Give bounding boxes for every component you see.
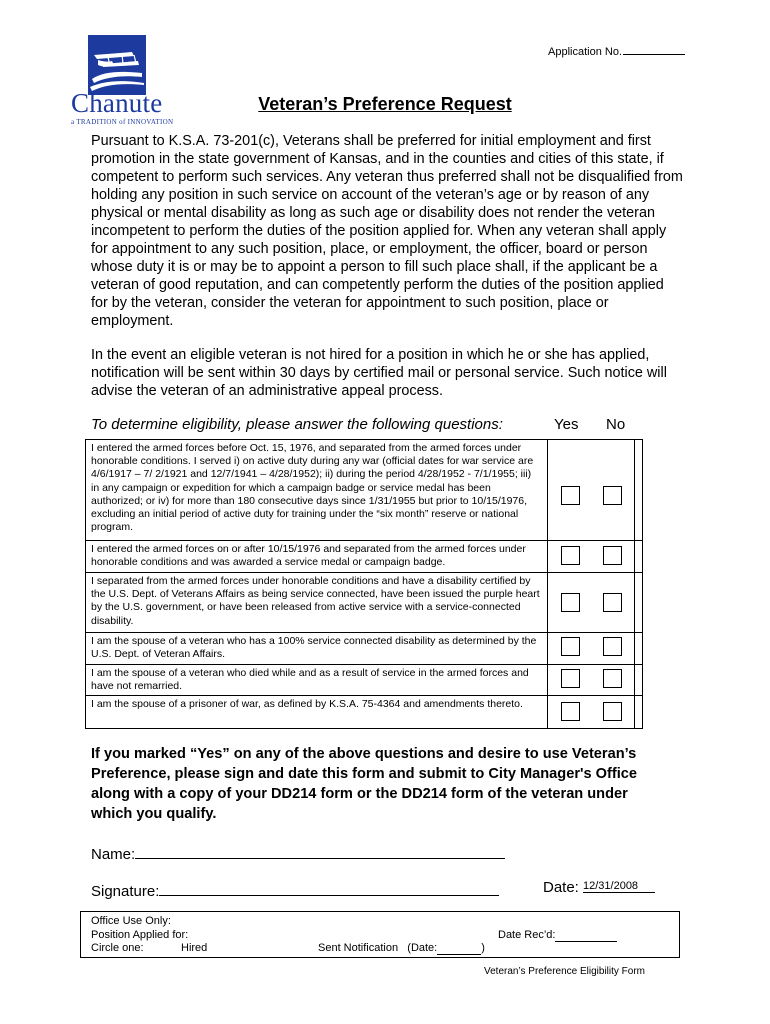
question-text: I entered the armed forces before Oct. 15, 1976, and separated from the armed forces under honorable conditions. I served i) on active duty during any war (official dates for war service are 4/6/1917 – 7/ 2/1921 and 12/7/1941 – 4/28/1952); ii) during the period 4/28/1952 - 7/1/1955; iii) in any campaign or expedition for which a campaign badge or service medal has been authorized; or iv) for more than 180 consecutive days since 1/31/1955 but prior to 10/15/1976, excluding an initial period of active duty for training under the “six month” reserve or national program. (86, 440, 548, 540)
logo-wordmark: Chanute (71, 88, 163, 118)
application-number (548, 46, 685, 58)
question-row (86, 633, 642, 665)
date-field[interactable]: 12/31/2008 (583, 880, 655, 893)
office-use-box (80, 911, 680, 958)
no-checkbox[interactable] (603, 702, 622, 721)
yes-checkbox[interactable] (561, 546, 580, 565)
question-text: I am the spouse of a veteran who has a 100% service connected disability as determined by the U.S. Dept. of Veteran Affairs. (86, 633, 548, 664)
no-column-header: No (606, 416, 626, 433)
hired-option[interactable]: Hired (181, 942, 208, 954)
eligibility-table (85, 439, 643, 729)
question-text: I separated from the armed forces under honorable conditions and have a disability certified by the U.S. Dept. of Veterans Affairs as being service connected, have been issued the purple heart by the U.S. government, or have been released from active service with a service-connected disability. (86, 573, 548, 632)
question-text: I entered the armed forces on or after 10/15/1976 and separated from the armed forces under honorable conditions and was awarded a service medal or campaign badge. (86, 541, 548, 572)
date-label: Date: (543, 879, 579, 896)
page-title: Veteran’s Preference Request (258, 94, 512, 114)
signature-row (91, 879, 499, 900)
question-text: I am the spouse of a prisoner of war, as defined by K.S.A. 75-4364 and amendments thereto. (86, 696, 548, 728)
question-row (86, 440, 642, 541)
questions-intro: To determine eligibility, please answer the following questions: (91, 416, 503, 433)
question-text: I am the spouse of a veteran who died while and as a result of service in the armed forces and have not remarried. (86, 665, 548, 695)
question-row (86, 696, 642, 729)
signature-label: Signature: (91, 883, 160, 900)
question-row (86, 573, 642, 633)
sent-date-field[interactable] (437, 942, 481, 955)
no-checkbox[interactable] (603, 669, 622, 688)
application-number-field[interactable] (623, 54, 685, 55)
yes-checkbox[interactable] (561, 486, 580, 505)
position-applied-label: Position Applied for: (91, 929, 189, 941)
date-received-field[interactable] (555, 929, 617, 942)
no-checkbox[interactable] (603, 546, 622, 565)
logo-tagline: a TRADITION of INNOVATION (71, 118, 174, 126)
yes-column-header: Yes (554, 416, 579, 433)
no-checkbox[interactable] (603, 486, 622, 505)
submission-notice: If you marked “Yes” on any of the above questions and desire to use Veteran’s Preference, please sign and date this form and submit to City Manager's Office along with a copy of your DD214 form or the DD214 form of the veteran under which you qualify. (91, 746, 638, 822)
no-checkbox[interactable] (603, 637, 622, 656)
name-row (91, 842, 505, 863)
sent-date-label: (Date: (407, 942, 438, 954)
airplane-icon (88, 35, 146, 95)
yes-checkbox[interactable] (561, 669, 580, 688)
signature-field[interactable] (159, 879, 499, 896)
application-number-label: Application No. (548, 46, 622, 58)
office-use-title: Office Use Only: (91, 915, 171, 927)
name-field[interactable] (135, 842, 505, 859)
sent-date-close: ) (481, 942, 485, 954)
name-label: Name: (91, 846, 136, 863)
no-checkbox[interactable] (603, 593, 622, 612)
circle-one-label: Circle one: (91, 942, 144, 954)
sent-notification-label: Sent Notification (318, 942, 399, 954)
form-footer: Veteran’s Preference Eligibility Form (484, 966, 645, 977)
question-row (86, 665, 642, 696)
logo-emblem (88, 35, 146, 95)
question-row (86, 541, 642, 573)
date-received-label: Date Rec’d: (498, 929, 556, 941)
yes-checkbox[interactable] (561, 593, 580, 612)
statute-paragraph: Pursuant to K.S.A. 73-201(c), Veterans shall be preferred for initial employment and first promotion in the state government of Kansas, and in the counties and cities of this state, if competent to perform such services. Any veteran thus preferred shall not be disqualified from holding any position in such service on account of the veteran’s age or by reason of any physical or mental disability as long as such age or disability does not render the veteran incompetent to perform the duties of the position applied for. When any veteran shall apply for appointment to any such position, place, or employment, the officer, board or person whose duty it is or may be to appoint a person to fill such place shall, if the applicant be a veteran of good reputation, and can competently perform the duties of the position applied for by the veteran, consider the veteran for appointment to such position, place or employment. (91, 133, 683, 329)
notification-paragraph: In the event an eligible veteran is not hired for a position in which he or she has applied, notification will be sent within 30 days by certified mail or personal service. Such notice will advise the veteran of an administrative appeal process. (91, 347, 667, 399)
yes-checkbox[interactable] (561, 637, 580, 656)
date-received-row (498, 929, 617, 942)
sent-notification-option[interactable] (318, 942, 485, 955)
yes-checkbox[interactable] (561, 702, 580, 721)
